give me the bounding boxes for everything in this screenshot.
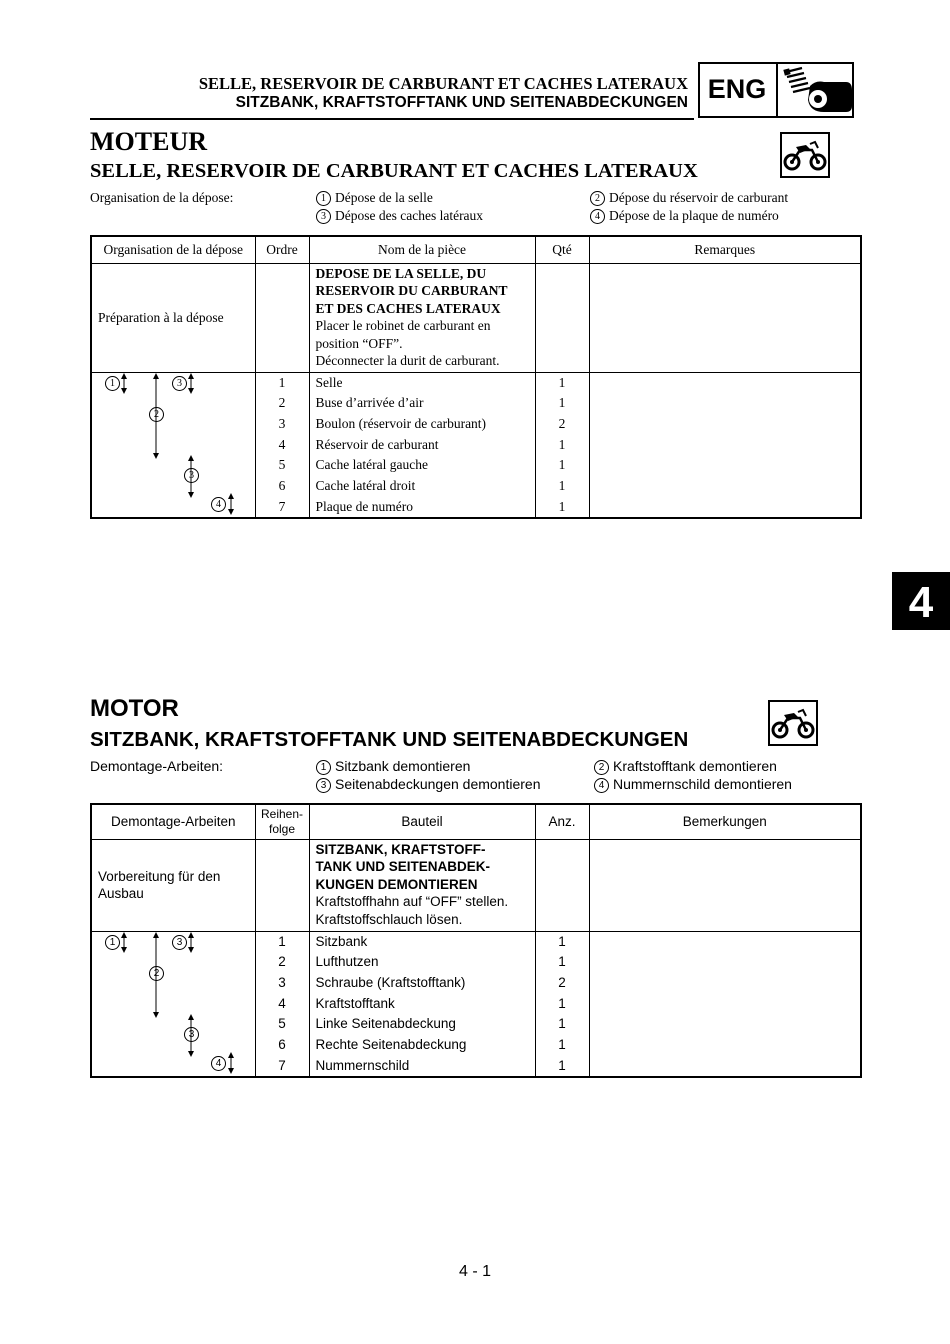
section-title-de: MOTOR <box>90 695 179 722</box>
preparation-heading: SITZBANK, KRAFTSTOFF- <box>315 841 486 857</box>
order-value: 2 <box>278 954 286 970</box>
engine-icon <box>780 66 852 114</box>
disassembly-order-diagram <box>91 931 255 1077</box>
order-value: 1 <box>278 933 286 949</box>
part-name: Linke Seitenabdeckung <box>315 1016 456 1032</box>
col-header: Anz. <box>535 804 589 839</box>
part-name: Selle <box>315 374 343 390</box>
col-header: Remarques <box>589 236 861 263</box>
remarks-column <box>589 931 861 1077</box>
part-name-column <box>309 931 535 1077</box>
qty-value: 1 <box>558 1016 566 1032</box>
qty-value: 1 <box>558 395 566 411</box>
diagram-step-2: 2 <box>149 966 164 981</box>
org-item-text: Dépose du réservoir de carburant <box>609 190 789 205</box>
preparation-heading: DEPOSE DE LA SELLE, DU <box>315 265 487 281</box>
preparation-heading: KUNGEN DEMONTIEREN <box>315 876 478 892</box>
preparation-step: Déconnecter la durit de carburant. <box>315 353 500 368</box>
diagram-step-3: 3 <box>172 376 187 391</box>
page-title-de: SITZBANK, KRAFTSTOFFTANK UND SEITENABDECKUNGEN <box>90 728 689 751</box>
part-name: Rechte Seitenabdeckung <box>315 1037 467 1053</box>
parts-rows <box>91 931 861 1077</box>
part-name: Sitzbank <box>315 933 368 949</box>
section-title-fr: MOTEUR <box>90 127 207 156</box>
col-header: Nom de la pièce <box>309 236 535 263</box>
eng-badge-divider <box>776 62 778 118</box>
col-header: Qté <box>535 236 589 263</box>
part-name-column <box>309 372 535 518</box>
page-title-fr: SELLE, RESERVOIR DE CARBURANT ET CACHES LATERAUX <box>90 160 698 182</box>
step-number-badge: 2 <box>590 191 605 206</box>
part-name: Cache latéral droit <box>315 478 416 494</box>
part-name: Cache latéral gauche <box>315 457 428 473</box>
step-number-badge: 1 <box>316 760 331 775</box>
qty-value: 2 <box>558 415 566 431</box>
page-number: 4 - 1 <box>458 1263 491 1280</box>
org-item-text: Dépose de la selle <box>335 190 433 205</box>
table-header-row <box>91 236 861 263</box>
part-name: Boulon (réservoir de carburant) <box>315 415 487 431</box>
qty-value: 1 <box>558 1057 566 1073</box>
qty-value: 1 <box>558 933 566 949</box>
qty-value: 1 <box>558 498 566 514</box>
running-header-de: SITZBANK, KRAFTSTOFFTANK UND SEITENABDECKUNGEN <box>235 94 688 111</box>
part-name: Nummernschild <box>315 1057 410 1073</box>
preparation-heading: ET DES CACHES LATERAUX <box>315 300 501 316</box>
motorcycle-icon <box>782 134 828 176</box>
header-rule <box>90 118 694 120</box>
col-header: Organisation de la dépose <box>91 236 255 263</box>
org-item-text: Kraftstofftank demontieren <box>613 758 777 774</box>
order-value: 7 <box>278 498 286 514</box>
order-value: 3 <box>278 974 286 990</box>
org-item-text: Sitzbank demontieren <box>335 758 471 774</box>
step-number-badge: 2 <box>594 760 609 775</box>
order-value: 5 <box>278 457 286 473</box>
disassembly-order-diagram <box>91 372 255 518</box>
diagram-step-3b: 3 <box>184 1027 199 1042</box>
order-value: 6 <box>278 1037 286 1053</box>
org-item-fr-2 <box>590 190 788 206</box>
col-header-line: Reihen- <box>260 806 304 821</box>
qty-value: 1 <box>558 436 566 452</box>
qty-column <box>535 372 589 518</box>
preparation-step: Kraftstoffschlauch lösen. <box>315 911 463 927</box>
diagram-step-4: 4 <box>211 497 226 512</box>
org-item-text: Dépose des caches latéraux <box>335 208 484 223</box>
org-item-text: Nummernschild demontieren <box>613 776 792 792</box>
org-item-de-1 <box>316 758 470 775</box>
qty-value: 1 <box>558 995 566 1011</box>
diagram-step-3b: 3 <box>184 468 199 483</box>
preparation-heading: TANK UND SEITENABDEK- <box>315 859 490 874</box>
preparation-label-line: Vorbereitung für den <box>98 868 221 884</box>
order-value: 7 <box>278 1057 286 1073</box>
remarks-column <box>589 372 861 518</box>
org-item-text: Seitenabdeckungen demontieren <box>335 776 541 792</box>
col-header: Ordre <box>255 236 309 263</box>
qty-value: 1 <box>558 478 566 494</box>
disassembly-table-fr <box>90 235 862 519</box>
qty-value: 1 <box>558 457 566 473</box>
order-value: 5 <box>278 1016 286 1032</box>
order-value: 1 <box>278 374 286 390</box>
org-label-de: Demontage-Arbeiten: <box>90 758 224 774</box>
step-number-badge: 3 <box>316 209 331 224</box>
eng-badge-label: ENG <box>707 74 767 104</box>
preparation-label-line: Ausbau <box>98 886 144 901</box>
parts-rows <box>91 372 861 518</box>
order-value: 6 <box>278 478 286 494</box>
running-header-fr: SELLE, RESERVOIR DE CARBURANT ET CACHES LATERAUX <box>198 74 688 93</box>
preparation-steps <box>309 263 535 372</box>
part-name: Réservoir de carburant <box>315 436 439 452</box>
org-item-text: Dépose de la plaque de numéro <box>609 208 779 223</box>
order-column <box>255 931 309 1077</box>
org-item-fr-1 <box>316 190 433 206</box>
order-column <box>255 372 309 518</box>
disassembly-table-de <box>90 803 862 1078</box>
col-header: Bauteil <box>309 804 535 839</box>
org-item-fr-4 <box>590 208 779 224</box>
motorcycle-icon <box>770 702 816 744</box>
table-header-row <box>91 804 861 839</box>
chapter-tab: 4 <box>892 572 950 630</box>
preparation-label: Préparation à la dépose <box>91 263 255 372</box>
order-value: 4 <box>278 436 286 452</box>
diagram-step-2: 2 <box>149 407 164 422</box>
diagram-step-1: 1 <box>105 935 120 950</box>
part-name: Plaque de numéro <box>315 498 413 514</box>
part-name: Kraftstofftank <box>315 995 395 1011</box>
step-number-badge: 4 <box>590 209 605 224</box>
col-header: Bemerkungen <box>589 804 861 839</box>
preparation-row <box>91 839 861 931</box>
step-number-badge: 4 <box>594 778 609 793</box>
part-name: Lufthutzen <box>315 954 379 970</box>
col-header-line: folge <box>268 821 296 836</box>
org-item-de-4 <box>594 776 792 793</box>
part-name: Buse d’arrivée d’air <box>315 395 424 411</box>
step-number-badge: 3 <box>316 778 331 793</box>
motorcycle-icon-frame <box>780 132 830 178</box>
diagram-step-4: 4 <box>211 1056 226 1071</box>
org-item-de-3 <box>316 776 541 793</box>
org-item-fr-3 <box>316 208 483 224</box>
order-arrows-diagram <box>92 932 256 1077</box>
org-item-de-2 <box>594 758 777 775</box>
qty-column <box>535 931 589 1077</box>
col-header: Demontage-Arbeiten <box>91 804 255 839</box>
preparation-label <box>91 839 255 931</box>
motorcycle-icon-frame-de <box>768 700 818 746</box>
part-name: Schraube (Kraftstofftank) <box>315 974 466 990</box>
qty-value: 2 <box>558 974 566 990</box>
order-value: 4 <box>278 995 286 1011</box>
qty-value: 1 <box>558 954 566 970</box>
order-arrows-diagram <box>92 373 256 518</box>
preparation-row <box>91 263 861 372</box>
col-header <box>255 804 309 839</box>
order-value: 3 <box>278 415 286 431</box>
preparation-heading: RESERVOIR DU CARBURANT <box>315 283 508 298</box>
preparation-steps <box>309 839 535 931</box>
preparation-step: Kraftstoffhahn auf “OFF” stellen. <box>315 894 509 909</box>
preparation-step: position “OFF”. <box>315 335 403 351</box>
order-value: 2 <box>278 395 286 411</box>
diagram-step-3: 3 <box>172 935 187 950</box>
preparation-step: Placer le robinet de carburant en <box>315 318 491 333</box>
qty-value: 1 <box>558 374 566 390</box>
step-number-badge: 1 <box>316 191 331 206</box>
org-label-fr: Organisation de la dépose: <box>90 190 234 205</box>
qty-value: 1 <box>558 1037 566 1053</box>
diagram-step-1: 1 <box>105 376 120 391</box>
